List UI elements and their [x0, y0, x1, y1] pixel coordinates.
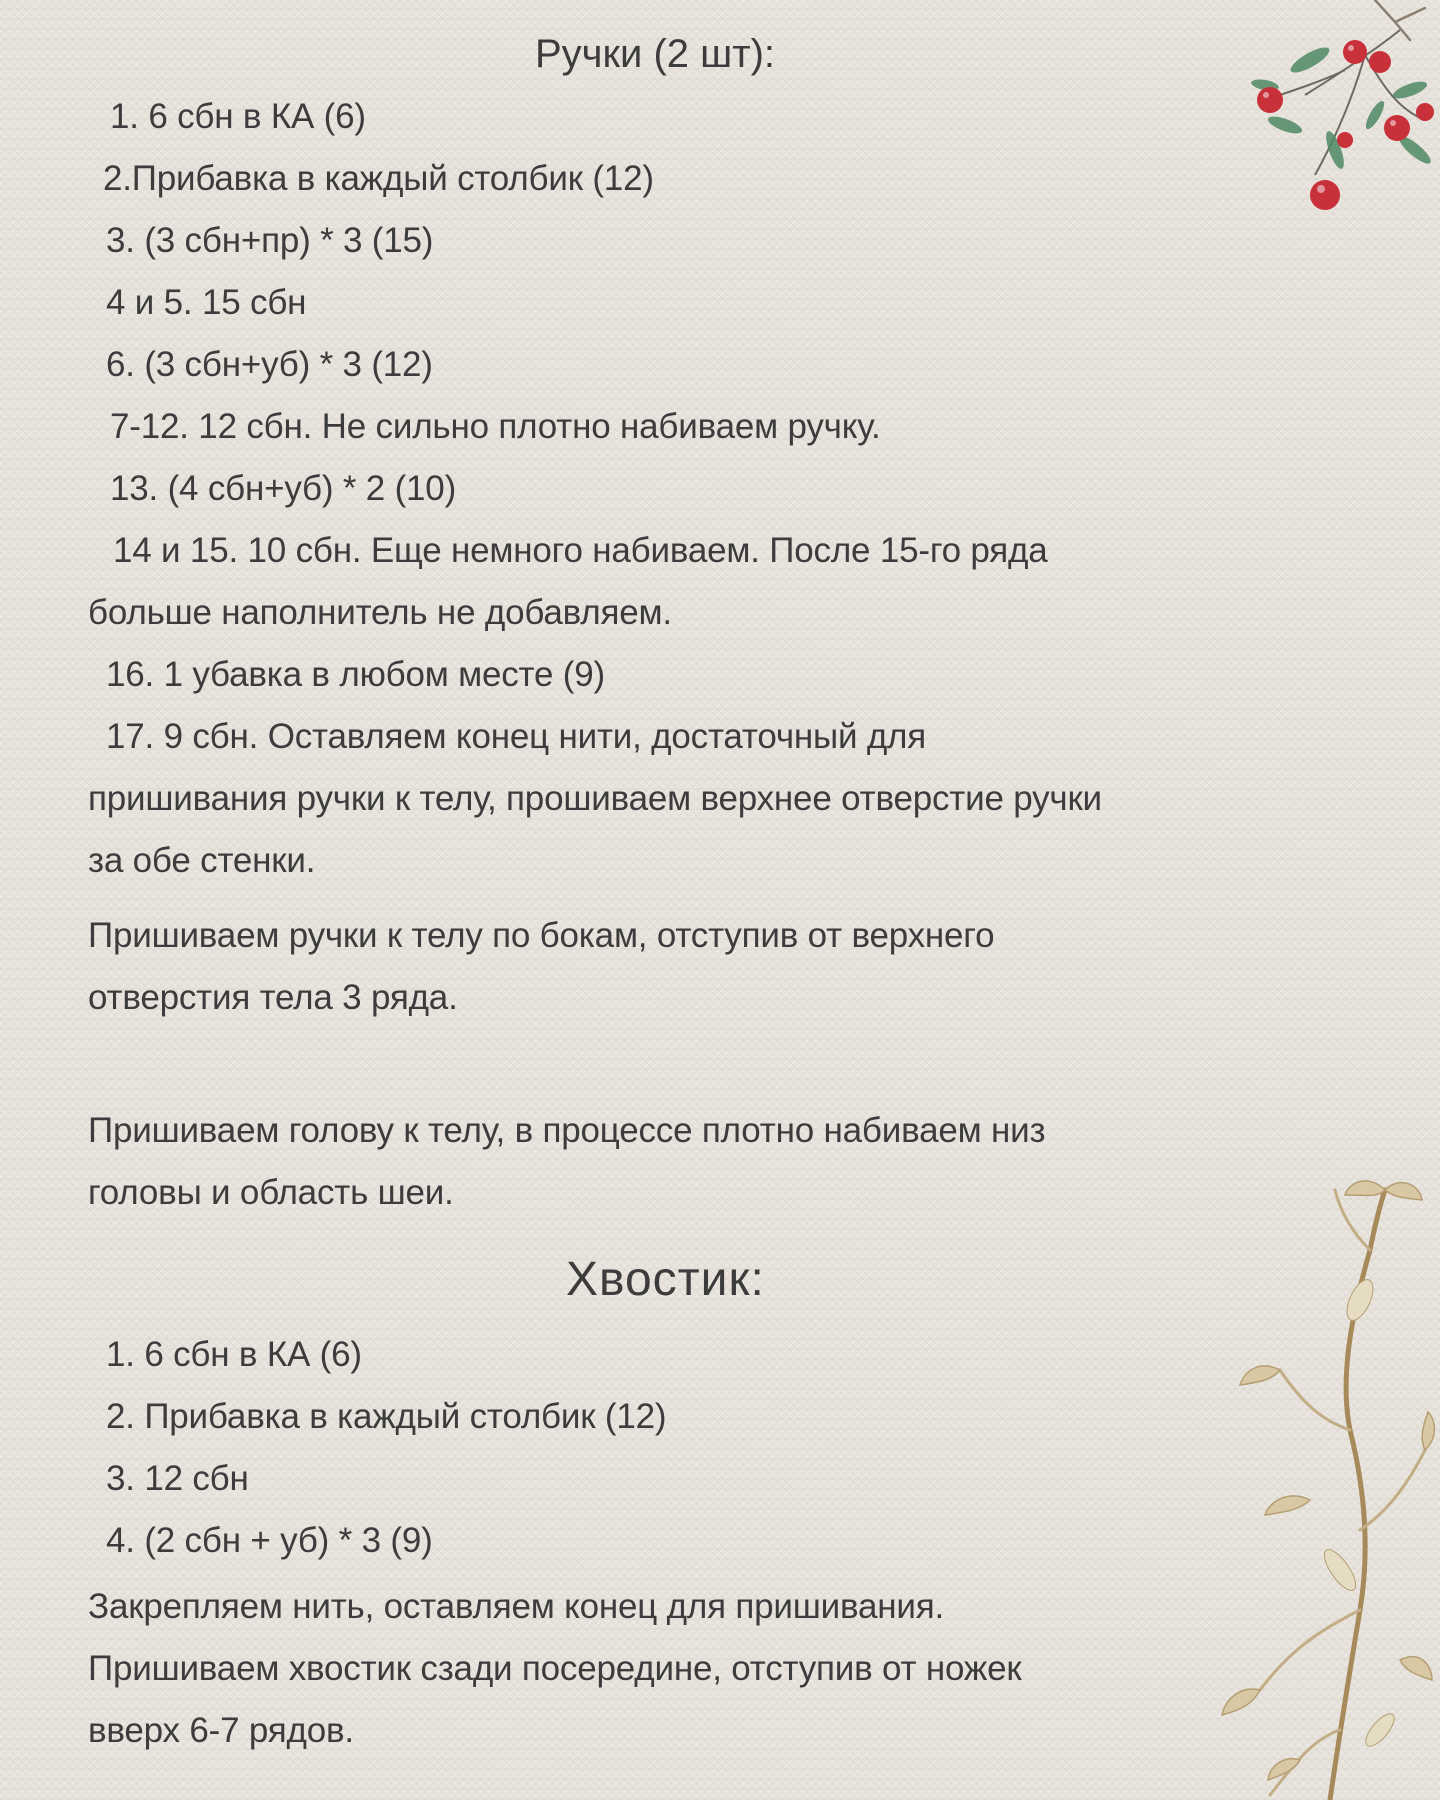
handles-row-5: 6. (3 сбн+уб) * 3 (12) — [106, 345, 433, 384]
handles-row-4: 4 и 5. 15 сбн — [106, 283, 307, 322]
tail-row-2: 2. Прибавка в каждый столбик (12) — [106, 1397, 667, 1436]
tail-row-7: вверх 6-7 рядов. — [88, 1711, 354, 1750]
head-note-line-1: Пришиваем голову к телу, в процессе плотно набиваем низ — [88, 1111, 1046, 1150]
handles-row-9: больше наполнитель не добавляем. — [88, 593, 672, 632]
tail-row-4: 4. (2 сбн + уб) * 3 (9) — [106, 1521, 433, 1560]
handles-row-6: 7-12. 12 сбн. Не сильно плотно набиваем ручку. — [110, 407, 881, 446]
tail-row-3: 3. 12 сбн — [106, 1459, 249, 1498]
handles-row-12: пришивания ручки к телу, прошиваем верхнее отверстие ручки — [88, 779, 1102, 818]
tail-row-5: Закрепляем нить, оставляем конец для пришивания. — [88, 1587, 944, 1626]
handles-row-10: 16. 1 убавка в любом месте (9) — [106, 655, 605, 694]
tail-row-1: 1. 6 сбн в КА (6) — [106, 1335, 362, 1374]
handles-row-2: 2.Прибавка в каждый столбик (12) — [103, 159, 654, 198]
handles-row-15: отверстия тела 3 ряда. — [88, 978, 458, 1017]
handles-row-11: 17. 9 сбн. Оставляем конец нити, достаточный для — [106, 717, 927, 756]
handles-row-7: 13. (4 сбн+уб) * 2 (10) — [110, 469, 457, 508]
handles-row-3: 3. (3 сбн+пр) * 3 (15) — [106, 221, 434, 260]
tail-row-6: Пришиваем хвостик сзади посередине, отступив от ножек — [88, 1649, 1022, 1688]
handles-title: Ручки (2 шт): — [535, 32, 775, 76]
berry-branch-icon — [1225, 0, 1440, 230]
head-note-line-2: головы и область шеи. — [88, 1173, 454, 1212]
handles-row-13: за обе стенки. — [88, 841, 316, 880]
tail-title: Хвостик: — [566, 1253, 765, 1306]
dried-flower-icon — [1200, 1170, 1440, 1800]
handles-row-8: 14 и 15. 10 сбн. Еще немного набиваем. После 15-го ряда — [113, 531, 1048, 570]
handles-row-1: 1. 6 сбн в КА (6) — [110, 97, 366, 136]
handles-row-14: Пришиваем ручки к телу по бокам, отступив от верхнего — [88, 916, 995, 955]
